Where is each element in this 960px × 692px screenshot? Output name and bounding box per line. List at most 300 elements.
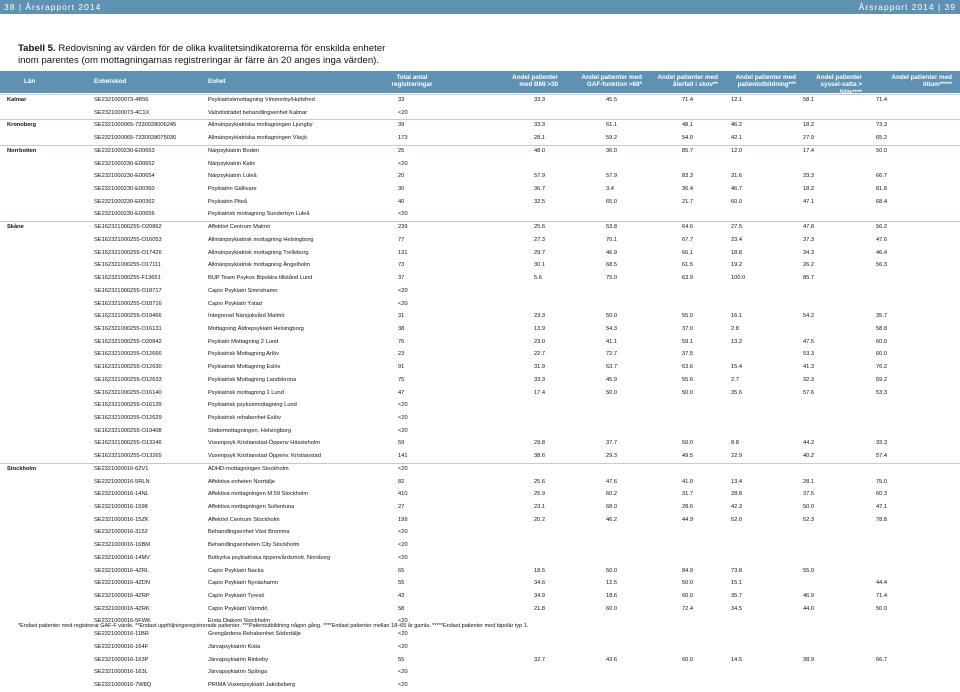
cell-aterfall: 50.0 — [682, 440, 694, 447]
table-row — [0, 361, 960, 374]
cell-gaf: 29.3 — [606, 453, 618, 460]
cell-enhet: Psykiatri Mottagning 2 Lund — [208, 338, 279, 345]
cell-aterfall: 50.0 — [682, 580, 694, 587]
cell-total: 131 — [398, 249, 408, 256]
cell-bmi: 29.8 — [534, 440, 546, 447]
cell-enhetskod: SE162321000255-O16131 — [94, 325, 162, 332]
cell-total: 55 — [398, 656, 405, 663]
cell-gaf: 68.5 — [606, 262, 618, 269]
table-row — [0, 247, 960, 260]
cell-sysselsatta: 34.3 — [803, 249, 815, 256]
cell-sysselsatta: 27.9 — [803, 135, 815, 142]
table-row — [0, 259, 960, 272]
table-row — [0, 552, 960, 565]
cell-enhet: Affektivt Centrum Malmö — [208, 224, 271, 231]
cell-total: 38 — [398, 325, 405, 332]
cell-aterfall: 54.0 — [682, 135, 694, 142]
cell-litium: 53.3 — [876, 389, 888, 396]
cell-patientutbildning: 15.1 — [731, 580, 743, 587]
cell-gaf: 75.0 — [606, 275, 618, 282]
table-row — [0, 158, 960, 171]
cell-enhetskod: SE2321000016-3152 — [94, 529, 148, 536]
cell-enhet: Mottagning Äldrepsykiatri Helsingborg — [208, 325, 304, 332]
cell-litium: 47.6 — [876, 236, 888, 243]
cell-gaf: 50.0 — [606, 313, 618, 320]
cell-total: 58 — [398, 605, 405, 612]
cell-litium: 73.3 — [876, 122, 888, 129]
cell-enhet: Järvapsykiatrin Rinkeby — [208, 656, 269, 663]
cell-enhet: Allmänpsykiatrisk mottagning Helsingborg — [208, 236, 314, 243]
cell-patientutbildning: 42.3 — [731, 504, 743, 510]
cell-litium: 50.0 — [876, 605, 888, 612]
cell-bmi: 13.9 — [534, 325, 546, 332]
cell-total: <20 — [398, 618, 408, 625]
table-caption — [18, 43, 578, 66]
cell-patientutbildning: 35.6 — [731, 389, 743, 396]
cell-enhet: Psykiatrisk rehabenhet Eslöv — [208, 414, 282, 421]
cell-gaf: 45.5 — [606, 97, 618, 103]
col-header-gaf: Andel patienter med GAF-funktion >68* — [581, 74, 642, 89]
cell-litium: 71.4 — [876, 97, 888, 103]
cell-sysselsatta: 50.0 — [803, 504, 815, 510]
cell-total: 20 — [398, 173, 405, 180]
cell-patientutbildning: 28.8 — [731, 491, 743, 498]
cell-enhet: Valnötsträdet behandlingsenhet Kalmar — [208, 109, 308, 116]
cell-enhetskod: SE162321000255-O13246 — [94, 440, 162, 447]
table-row — [0, 437, 960, 450]
cell-gaf: 54.3 — [606, 325, 618, 332]
cell-enhetskod: SE2321000230-E00653 — [94, 147, 155, 154]
table-row — [0, 170, 960, 183]
cell-enhet: Capio Psykiatri Värmdö — [208, 605, 268, 612]
cell-enhet: Psykiatrin Piteå — [208, 198, 248, 205]
cell-aterfall: 63.6 — [682, 364, 694, 371]
cell-aterfall: 60.0 — [682, 656, 694, 663]
cell-sysselsatta: 17.4 — [803, 147, 815, 154]
cell-total: <20 — [398, 529, 408, 536]
cell-enhet: Grengårdens Rehabenhet Södertälje — [208, 631, 301, 638]
cell-enhet: Capio Psykiatri Tyresö — [208, 593, 265, 600]
cell-sysselsatta: 53.3 — [803, 351, 815, 358]
cell-aterfall: 64.6 — [682, 224, 694, 231]
cell-total: 30 — [398, 186, 405, 193]
cell-sysselsatta: 41.3 — [803, 364, 815, 371]
col-header-patientutbildning: Andel patienter med patientutbildning*** — [735, 74, 796, 89]
table-row — [0, 272, 960, 285]
table-row — [0, 145, 960, 158]
cell-enhetskod: SE162321000255-O12666 — [94, 351, 162, 358]
cell-bmi: 29.7 — [534, 249, 546, 256]
cell-enhet: BUP Team Psykos Bipolära tillstånd Lund — [208, 275, 313, 282]
cell-enhetskod: SE162321000255-O13265 — [94, 453, 162, 460]
table-row — [0, 463, 960, 476]
cell-enhet: Botkyrka psykiatriska öppenvårdsmott. Norsborg — [208, 554, 331, 561]
cell-gaf: 50.0 — [606, 567, 618, 574]
cell-aterfall: 66.1 — [682, 249, 694, 256]
cell-enhet: Ersta Diakoni Stockholm — [208, 618, 270, 625]
table-row — [0, 374, 960, 387]
cell-total: <20 — [398, 631, 408, 638]
cell-aterfall: 67.7 — [682, 236, 694, 243]
cell-enhet: Närpsykiatrin Kalix — [208, 160, 256, 167]
cell-bmi: 23.1 — [534, 504, 546, 510]
cell-patientutbildning: 13.2 — [731, 338, 743, 345]
table-row — [0, 221, 960, 234]
cell-litium: 75.0 — [876, 478, 888, 485]
table-body — [0, 94, 960, 692]
cell-patientutbildning: 27.5 — [731, 224, 743, 231]
table-row — [0, 336, 960, 349]
cell-bmi: 20.2 — [534, 516, 546, 523]
cell-sysselsatta: 47.8 — [803, 224, 815, 231]
cell-enhet: Capio Psykiatri Nacka — [208, 567, 264, 574]
col-header-total: Total antal registreringar — [391, 74, 433, 89]
cell-total: 82 — [398, 478, 405, 485]
page-header-bar — [0, 0, 960, 14]
cell-gaf: 70.1 — [606, 236, 618, 243]
cell-patientutbildning: 2.7 — [731, 376, 739, 383]
cell-enhetskod: SE162321000255-F13651 — [94, 275, 161, 282]
cell-sysselsatta: 37.3 — [803, 236, 815, 243]
cell-enhetskod: SE2321000016-5RLN — [94, 478, 150, 485]
cell-total: 43 — [398, 593, 405, 600]
cell-sysselsatta: 85.7 — [803, 275, 815, 282]
cell-litium: 46.4 — [876, 249, 888, 256]
cell-enhetskod: SE2321000230-E00362 — [94, 198, 155, 205]
table-row — [0, 107, 960, 120]
col-header-bmi: Andel patienter med BMI >30 — [512, 74, 558, 89]
cell-enhetskod: SE2321000016-5FWK — [94, 618, 151, 625]
cell-total: 37 — [398, 275, 405, 282]
cell-enhetskod: SE162321000255-O20842 — [94, 338, 162, 345]
table-row — [0, 539, 960, 552]
cell-sysselsatta: 55.0 — [803, 567, 815, 574]
cell-litium: 33.3 — [876, 440, 888, 447]
cell-patientutbildning: 100.0 — [731, 275, 746, 282]
cell-patientutbildning: 19.2 — [731, 262, 743, 269]
cell-total: 65 — [398, 567, 405, 574]
cell-total: <20 — [398, 160, 408, 167]
cell-lan: Skåne — [7, 224, 24, 231]
cell-enhetskod: SE2321000016-14NL — [94, 491, 149, 498]
table-row — [0, 387, 960, 400]
cell-enhet: Psykiatrin Gällivare — [208, 186, 257, 193]
cell-enhetskod: SE162321000255-O20862 — [94, 224, 162, 231]
cell-enhet: Psykiatrisk Mottagning Landskrona — [208, 376, 297, 383]
cell-enhet: Närpsykiatrin Boden — [208, 147, 260, 154]
cell-enhet: PRIMA Vuxenpsykiatri Jakobsberg — [208, 682, 296, 689]
table-row — [0, 514, 960, 527]
cell-enhet: Psykiatrisk psykosmottagning Lund — [208, 402, 297, 409]
table-caption-title: Tabell 5. — [18, 43, 56, 54]
cell-aterfall: 55.6 — [682, 376, 694, 383]
cell-enhet: Behandlingsenhet Väst Bromma — [208, 529, 290, 536]
cell-enhetskod: SE162321000255-O16140 — [94, 389, 162, 396]
cell-enhet: Psykiatriskmottagning Vimmerby/Hultsfred — [208, 97, 315, 103]
cell-litium: 44.4 — [876, 580, 888, 587]
cell-litium: 56.2 — [876, 224, 888, 231]
cell-bmi: 25.9 — [534, 491, 546, 498]
cell-sysselsatta: 44.2 — [803, 440, 815, 447]
cell-total: <20 — [398, 109, 408, 116]
col-header-enhet: Enhet — [208, 78, 226, 85]
cell-total: 199 — [398, 516, 408, 523]
cell-bmi: 25.6 — [534, 478, 546, 485]
table-row — [0, 298, 960, 311]
cell-enhet: Affektiva mottagningen Sollentuna — [208, 504, 295, 510]
cell-patientutbildning: 42.1 — [731, 135, 743, 142]
cell-aterfall: 83.3 — [682, 173, 694, 180]
cell-total: <20 — [398, 542, 408, 549]
table-row — [0, 679, 960, 692]
cell-sysselsatta: 54.2 — [803, 313, 815, 320]
table-footnote: *Endast patienter med registrerat GAF-F värde. **Endast uppföljningsregistrerade patienter. ***Patientutbildning någon gång. ****Endast patienter mellan 18–65 år gamla. *****Endast patienter med bipolär typ 1. — [18, 623, 529, 629]
cell-enhetskod: SE2321000065-7330028075036 — [94, 135, 177, 142]
cell-bmi: 36.7 — [534, 186, 546, 193]
cell-bmi: 32.7 — [534, 656, 546, 663]
cell-sysselsatta: 38.9 — [803, 656, 815, 663]
cell-litium: 35.7 — [876, 313, 888, 320]
cell-total: 55 — [398, 580, 405, 587]
cell-sysselsatta: 28.1 — [803, 478, 815, 485]
cell-sysselsatta: 58.1 — [803, 97, 815, 103]
cell-aterfall: 28.6 — [682, 504, 694, 510]
cell-enhet: Allmänpsykiatrisk mottagning Trelleborg — [208, 249, 309, 256]
cell-gaf: 36.0 — [606, 147, 618, 154]
cell-enhet: Psykiatrisk mottagning Sunderbyn Luleå — [208, 211, 310, 218]
cell-bmi: 31.9 — [534, 364, 546, 371]
cell-gaf: 63.7 — [606, 364, 618, 371]
cell-enhet: Psykiatrisk Mottagning Eslöv — [208, 364, 281, 371]
cell-gaf: 46.2 — [606, 516, 618, 523]
cell-enhet: Capio Psykiatri Nynäshamn — [208, 580, 278, 587]
cell-litium: 58.8 — [876, 325, 888, 332]
cell-enhetskod: SE2321000230-E00652 — [94, 160, 155, 167]
cell-total: 239 — [398, 224, 408, 231]
cell-total: 47 — [398, 389, 405, 396]
cell-total: 75 — [398, 376, 405, 383]
cell-patientutbildning: 2.8 — [731, 325, 739, 332]
cell-litium: 81.8 — [876, 186, 888, 193]
cell-enhet: Psykiatrisk mottagning 1 Lund — [208, 389, 284, 396]
cell-enhetskod: SE2321000016-163P — [94, 656, 149, 663]
cell-bmi: 27.3 — [534, 236, 546, 243]
cell-enhet: Allmänpsykiatriska mottagningen Växjö — [208, 135, 307, 142]
cell-aterfall: 61.5 — [682, 262, 694, 269]
cell-total: 39 — [398, 122, 405, 129]
cell-aterfall: 63.9 — [682, 275, 694, 282]
cell-aterfall: 44.9 — [682, 516, 694, 523]
cell-gaf: 61.1 — [606, 122, 618, 129]
cell-bmi: 21.8 — [534, 605, 546, 612]
cell-sysselsatta: 33.3 — [803, 173, 815, 180]
cell-bmi: 48.0 — [534, 147, 546, 154]
cell-total: 141 — [398, 453, 408, 460]
cell-sysselsatta: 40.2 — [803, 453, 815, 460]
cell-aterfall: 49.5 — [682, 453, 694, 460]
cell-enhetskod: SE2321000016-11BR — [94, 631, 149, 638]
cell-total: 23 — [398, 351, 405, 358]
cell-sysselsatta: 18.2 — [803, 186, 815, 193]
col-header-enhetskod: Enhetskod — [94, 78, 127, 85]
cell-bmi: 23.0 — [534, 338, 546, 345]
cell-litium: 47.1 — [876, 504, 888, 510]
table-row — [0, 526, 960, 539]
cell-gaf: 60.2 — [606, 491, 618, 498]
table-row — [0, 94, 960, 107]
cell-gaf: 46.9 — [606, 249, 618, 256]
cell-bmi: 18.5 — [534, 567, 546, 574]
table-caption-line2: inom parentes (om mottagningarnas registreringar är färre än 20 anges inga värden). — [18, 54, 380, 66]
cell-enhetskod: SE2321000016-1598 — [94, 504, 148, 510]
table-row — [0, 425, 960, 438]
cell-lan: Kalmar — [7, 97, 27, 103]
cell-enhetskod: SE2321000016-15ZK — [94, 516, 149, 523]
cell-enhetskod: SE2321000016-16BM — [94, 542, 150, 549]
table-row — [0, 234, 960, 247]
cell-total: 27 — [398, 504, 405, 510]
cell-aterfall: 36.4 — [682, 186, 694, 193]
cell-aterfall: 59.1 — [682, 338, 694, 345]
cell-sysselsatta: 47.5 — [803, 338, 815, 345]
table-row — [0, 323, 960, 336]
cell-litium: 68.4 — [876, 198, 888, 205]
table-row — [0, 641, 960, 654]
cell-sysselsatta: 46.9 — [803, 593, 815, 600]
table-row — [0, 590, 960, 603]
cell-aterfall: 72.4 — [682, 605, 694, 612]
cell-total: <20 — [398, 211, 408, 218]
cell-litium: 56.3 — [876, 262, 888, 269]
cell-total: <20 — [398, 465, 408, 472]
cell-enhetskod: SE2321000230-E00360 — [94, 186, 155, 193]
table-caption-text: Redovisning av värden för de olika kvalitetsindikatorerna för enskilda enheter — [58, 43, 386, 54]
cell-gaf: 68.0 — [606, 504, 618, 510]
cell-enhetskod: SE162321000255-O16053 — [94, 236, 162, 243]
cell-enhet: Järvapsykiatrin Spånga — [208, 669, 268, 676]
cell-enhet: Affektiva enheten Norrtälje — [208, 478, 275, 485]
table-row — [0, 119, 960, 132]
cell-total: <20 — [398, 287, 408, 294]
cell-total: <20 — [398, 682, 408, 689]
cell-bmi: 28.1 — [534, 135, 546, 142]
cell-gaf: 72.7 — [606, 351, 618, 358]
table-row — [0, 476, 960, 489]
cell-patientutbildning: 12.0 — [731, 147, 743, 154]
cell-total: <20 — [398, 402, 408, 409]
cell-enhetskod: SE162321000255-O19466 — [94, 313, 162, 320]
cell-aterfall: 84.9 — [682, 567, 694, 574]
cell-bmi: 38.6 — [534, 453, 546, 460]
cell-gaf: 65.0 — [606, 198, 618, 205]
cell-enhet: Vuxenpsyk Kristianstad Öppenv. Kristianstad — [208, 453, 321, 460]
table-row — [0, 183, 960, 196]
cell-enhet: Affektiva mottagningen M 59 Stockholm — [208, 491, 309, 498]
cell-bmi: 34.6 — [534, 580, 546, 587]
table-row — [0, 628, 960, 641]
cell-patientutbildning: 23.4 — [731, 236, 743, 243]
cell-total: 173 — [398, 135, 408, 142]
cell-total: 59 — [398, 440, 405, 447]
cell-sysselsatta: 18.2 — [803, 122, 815, 129]
cell-enhetskod: SE162321000255-O17426 — [94, 249, 162, 256]
cell-sysselsatta: 44.0 — [803, 605, 815, 612]
cell-patientutbildning: 35.7 — [731, 593, 743, 600]
cell-bmi: 23.3 — [534, 313, 546, 320]
cell-enhetskod: SE2321000073-4B56 — [94, 97, 149, 103]
table-row — [0, 488, 960, 501]
cell-enhet: Capio Psykiatri Ystad — [208, 300, 262, 307]
cell-enhetskod: SE162321000255-O17111 — [94, 262, 161, 269]
col-header-lan: Län — [24, 78, 36, 85]
cell-bmi: 32.5 — [534, 198, 546, 205]
table-row — [0, 132, 960, 145]
table-row — [0, 196, 960, 209]
cell-enhetskod: SE2321000016-14MV — [94, 554, 150, 561]
cell-patientutbildning: 14.5 — [731, 656, 743, 663]
cell-patientutbildning: 60.0 — [731, 198, 743, 205]
cell-patientutbildning: 15.4 — [731, 364, 743, 371]
cell-enhet: Behandlingsenheten City Stockholm — [208, 542, 300, 549]
cell-patientutbildning: 52.0 — [731, 516, 743, 523]
cell-enhetskod: SE2321000016-62V1 — [94, 465, 149, 472]
table-row — [0, 577, 960, 590]
cell-total: 91 — [398, 364, 405, 371]
cell-enhet: Allmänpsykiatrisk mottagning Ängelholm — [208, 262, 311, 269]
cell-aterfall: 31.7 — [682, 491, 694, 498]
cell-gaf: 43.6 — [606, 656, 618, 663]
cell-patientutbildning: 18.8 — [731, 249, 743, 256]
cell-enhet: Järvapsykiatrin Kista — [208, 643, 261, 650]
cell-enhetskod: SE2321000230-E00656 — [94, 211, 155, 218]
cell-aterfall: 71.4 — [682, 97, 694, 103]
cell-enhetskod: SE162321000255-O16139 — [94, 402, 162, 409]
cell-sysselsatta: 32.3 — [803, 376, 815, 383]
table-row — [0, 501, 960, 514]
cell-sysselsatta: 37.5 — [803, 491, 815, 498]
page-number-left: 38 | Årsrapport 2014 — [4, 2, 102, 12]
cell-gaf: 3.4 — [606, 186, 614, 193]
cell-enhetskod: SE2321000016-4ZDN — [94, 580, 150, 587]
cell-gaf: 59.2 — [606, 135, 618, 142]
cell-patientutbildning: 46.2 — [731, 122, 743, 129]
cell-patientutbildning: 16.1 — [731, 313, 743, 320]
cell-enhet: ADHD-mottagningen Stockholm — [208, 465, 289, 472]
cell-aterfall: 37.0 — [682, 325, 694, 332]
cell-total: <20 — [398, 427, 408, 434]
cell-gaf: 47.6 — [606, 478, 618, 485]
cell-enhetskod: SE2321000016-164F — [94, 643, 149, 650]
cell-total: <20 — [398, 414, 408, 421]
cell-aterfall: 21.7 — [682, 198, 694, 205]
cell-bmi: 34.9 — [534, 593, 546, 600]
cell-gaf: 12.5 — [606, 580, 618, 587]
cell-total: <20 — [398, 669, 408, 676]
page-number-right: Årsrapport 2014 | 39 — [858, 2, 956, 12]
cell-enhet: Integrerad Närsjukvård Malmö — [208, 313, 285, 320]
cell-sysselsatta: 57.6 — [803, 389, 815, 396]
cell-total: <20 — [398, 300, 408, 307]
cell-aterfall: 50.0 — [682, 389, 694, 396]
cell-litium: 78.8 — [876, 516, 888, 523]
col-header-litium: Andel patienter med litium***** — [891, 74, 952, 89]
cell-total: <20 — [398, 643, 408, 650]
table-row — [0, 348, 960, 361]
cell-sysselsatta: 47.1 — [803, 198, 815, 205]
cell-patientutbildning: 31.6 — [731, 173, 743, 180]
cell-litium: 60.0 — [876, 351, 888, 358]
cell-enhetskod: SE2321000016-7W8Q — [94, 682, 152, 689]
